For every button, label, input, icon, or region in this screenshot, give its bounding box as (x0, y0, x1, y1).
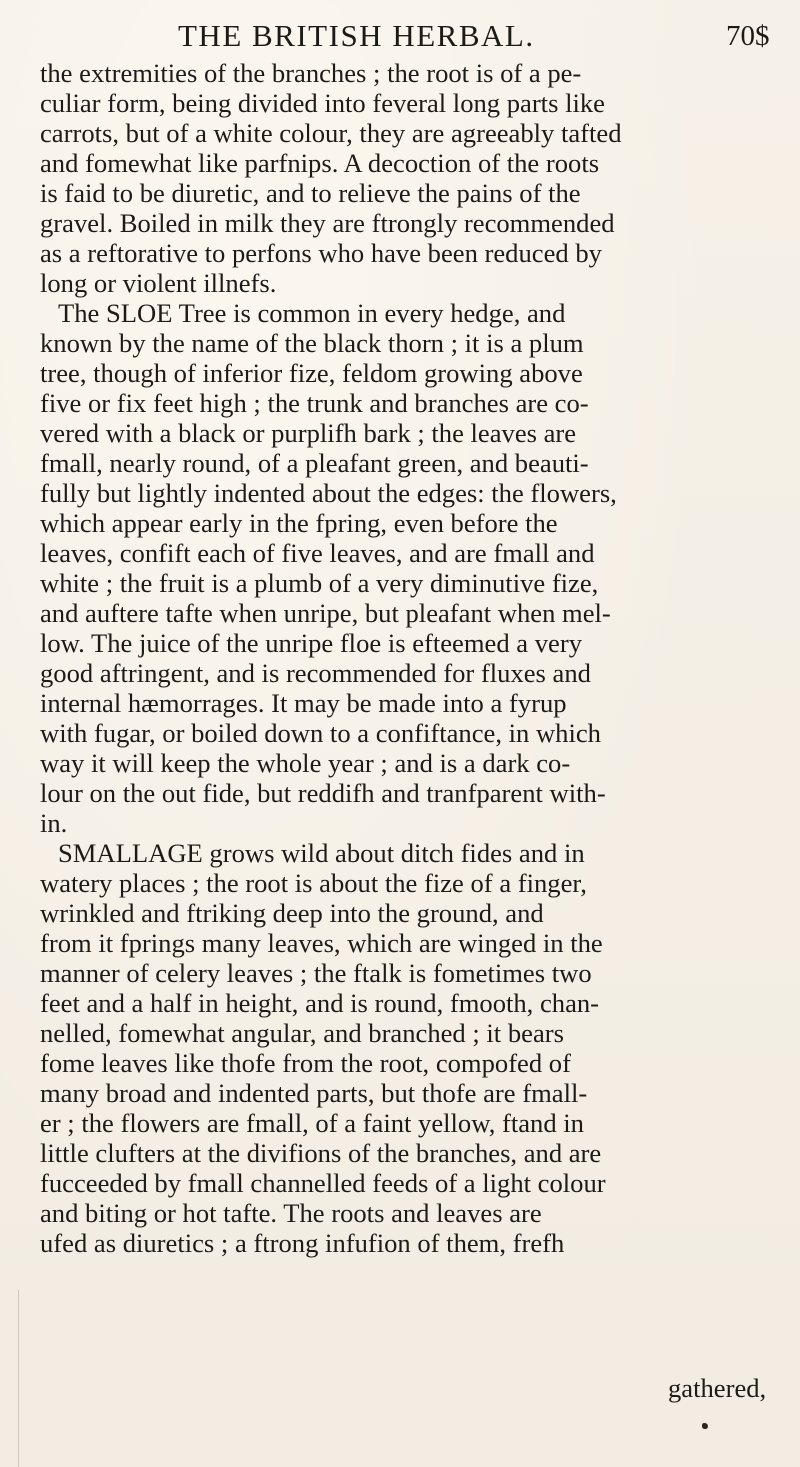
text-line: internal hæmorrages. It may be made into a fyrup (40, 688, 567, 718)
text-line: known by the name of the black thorn ; it is a plum (40, 328, 584, 358)
ink-speck (702, 1423, 708, 1429)
text-line: gravel. Boiled in milk they are ftrongly recommended (40, 208, 615, 238)
text-line: which appear early in the fpring, even before the (40, 508, 558, 538)
paragraph-start-sloe: The SLOE Tree is common in every hedge, and (58, 298, 566, 328)
text-line: and auftere tafte when unripe, but pleafant when mel- (40, 598, 611, 628)
text-line: is faid to be diuretic, and to relieve the pains of the (40, 178, 581, 208)
text-line: low. The juice of the unripe floe is efteemed a very (40, 628, 583, 658)
text-line: and biting or hot tafte. The roots and leaves are (40, 1198, 542, 1228)
text-line: culiar form, being divided into feveral long parts like (40, 88, 605, 118)
catchword: gathered, (668, 1373, 767, 1403)
text-line: little clufters at the divifions of the branches, and are (40, 1138, 602, 1168)
text-line: carrots, but of a white colour, they are agreeably tafted (40, 118, 622, 148)
text-line: the extremities of the branches ; the root is of a pe- (40, 58, 582, 88)
text-line: feet and a half in height, and is round, fmooth, chan- (40, 988, 600, 1018)
text-line: from it fprings many leaves, which are winged in the (40, 928, 603, 958)
page-edge-shadow (0, 1290, 19, 1467)
page-number: 70$ (726, 20, 770, 52)
running-head: THE BRITISH HERBAL. (178, 18, 535, 53)
text-line: wrinkled and ftriking deep into the ground, and (40, 898, 544, 928)
text-line: fucceeded by fmall channelled feeds of a light colour (40, 1168, 606, 1198)
text-line: in. (40, 808, 68, 838)
text-line: way it will keep the whole year ; and is a dark co- (40, 748, 571, 778)
text-line: fmall, nearly round, of a pleafant green, and beauti- (40, 448, 589, 478)
body-text (40, 58, 800, 1258)
text-line: long or violent illnefs. (40, 268, 277, 298)
text-line: leaves, confift each of five leaves, and are fmall and (40, 538, 595, 568)
text-line: watery places ; the root is about the fize of a finger, (40, 868, 587, 898)
text-line: tree, though of inferior fize, feldom growing above (40, 358, 583, 388)
text-line: many broad and indented parts, but thofe are fmall- (40, 1078, 588, 1108)
text-line: and fomewhat like parfnips. A decoction of the roots (40, 148, 600, 178)
text-line: with fugar, or boiled down to a confiftance, in which (40, 718, 601, 748)
text-line: manner of celery leaves ; the ftalk is fometimes two (40, 958, 592, 988)
text-line: nelled, fomewhat angular, and branched ; it bears (40, 1018, 564, 1048)
text-line: fully but lightly indented about the edges: the flowers, (40, 478, 617, 508)
text-line: fome leaves like thofe from the root, compofed of (40, 1048, 571, 1078)
text-line: good aftringent, and is recommended for fluxes and (40, 658, 591, 688)
text-line: lour on the out fide, but reddifh and tranfparent with- (40, 778, 606, 808)
text-line: white ; the fruit is a plumb of a very diminutive fize, (40, 568, 599, 598)
paragraph-start-smallage: SMALLAGE grows wild about ditch fides and in (58, 838, 585, 868)
text-line: as a reftorative to perfons who have been reduced by (40, 238, 602, 268)
text-line: five or fix feet high ; the trunk and branches are co- (40, 388, 589, 418)
text-line: ufed as diuretics ; a ftrong infufion of them, frefh (40, 1228, 565, 1258)
text-line: vered with a black or purplifh bark ; the leaves are (40, 418, 577, 448)
text-line: er ; the flowers are fmall, of a faint yellow, ftand in (40, 1108, 584, 1138)
page-header (0, 10, 800, 60)
